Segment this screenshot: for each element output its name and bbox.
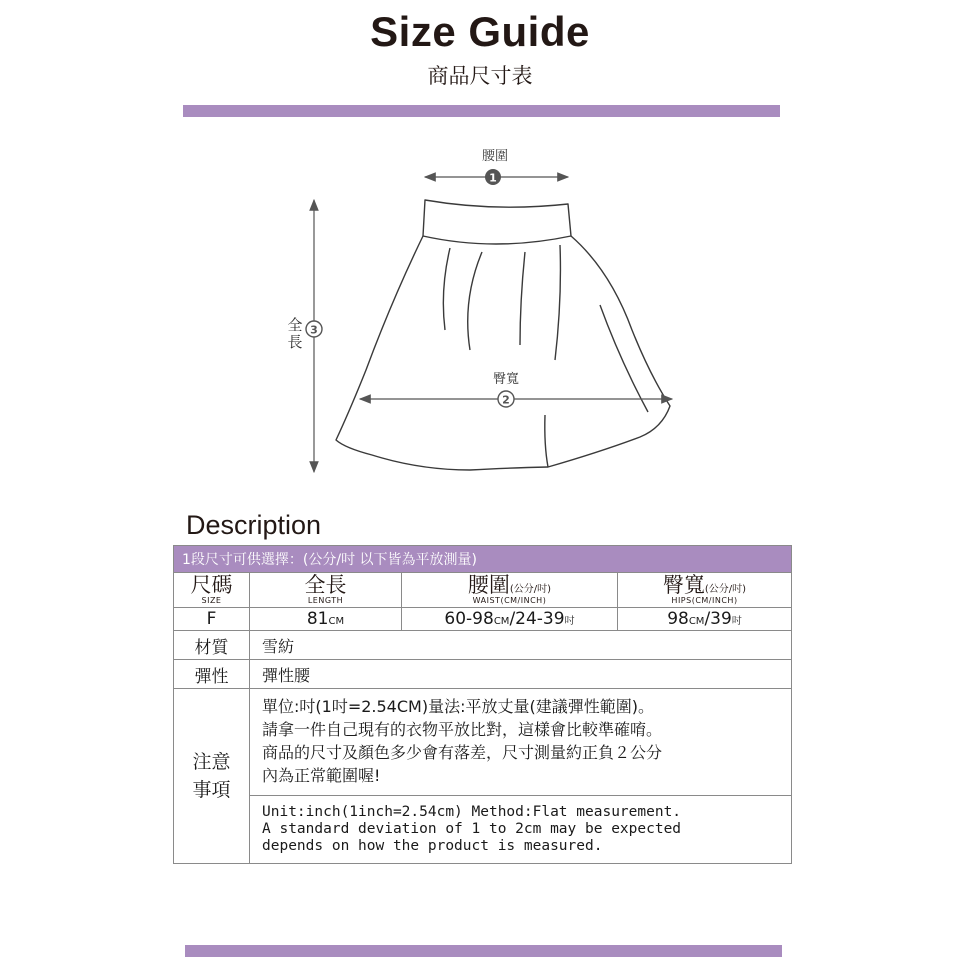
cell-waist: 60-98CM/24-39吋 [402, 608, 618, 631]
skirt-outline [336, 200, 670, 470]
col-length: 全長 LENGTH [250, 573, 402, 608]
skirt-diagram [260, 140, 700, 485]
length-label-2: 長 [287, 333, 303, 351]
description-heading: Description [186, 510, 322, 540]
bottom-divider [185, 945, 782, 957]
elasticity-value: 彈性腰 [250, 660, 792, 689]
length-label-1: 全 [287, 316, 303, 334]
hips-number: 2 [502, 393, 510, 407]
hips-label: 臀寬 [492, 372, 520, 387]
top-divider [183, 105, 780, 117]
material-value: 雪紡 [250, 631, 792, 660]
length-number: 3 [310, 323, 318, 337]
size-table [173, 545, 792, 864]
notes-chinese: 單位:吋(1吋=2.54CM)量法:平放丈量(建議彈性範圍)。 請拿一件自己現有的衣物平放比對，這樣會比較準確唷。 商品的尺寸及顏色多少會有落差，尺寸測量約正負２公分 內為正常範圍喔! [250, 689, 792, 796]
material-label: 材質 [174, 631, 250, 660]
elasticity-label: 彈性 [174, 660, 250, 689]
cell-hips: 98CM/39吋 [618, 608, 792, 631]
cell-size: F [174, 608, 250, 631]
waist-label: 腰圍 [481, 149, 509, 164]
col-size: 尺碼 SIZE [174, 573, 250, 608]
table-header: 1段尺寸可供選擇：(公分/吋 以下皆為平放測量) [174, 546, 792, 573]
col-waist: 腰圍(公分/吋) WAIST(CM/INCH) [402, 573, 618, 608]
notes-label: 注意 事項 [174, 689, 250, 864]
cell-length: 81CM [250, 608, 402, 631]
notes-english: Unit:inch(1inch=2.54cm) Method:Flat measurement. A standard deviation of 1 to 2cm may be expected depends on how the product is measured. [250, 796, 792, 864]
page-title: Size Guide [370, 8, 590, 55]
col-hips: 臀寬(公分/吋) HIPS(CM/INCH) [618, 573, 792, 608]
waist-number: 1 [489, 171, 497, 185]
page-subtitle: 商品尺寸表 [427, 64, 533, 88]
